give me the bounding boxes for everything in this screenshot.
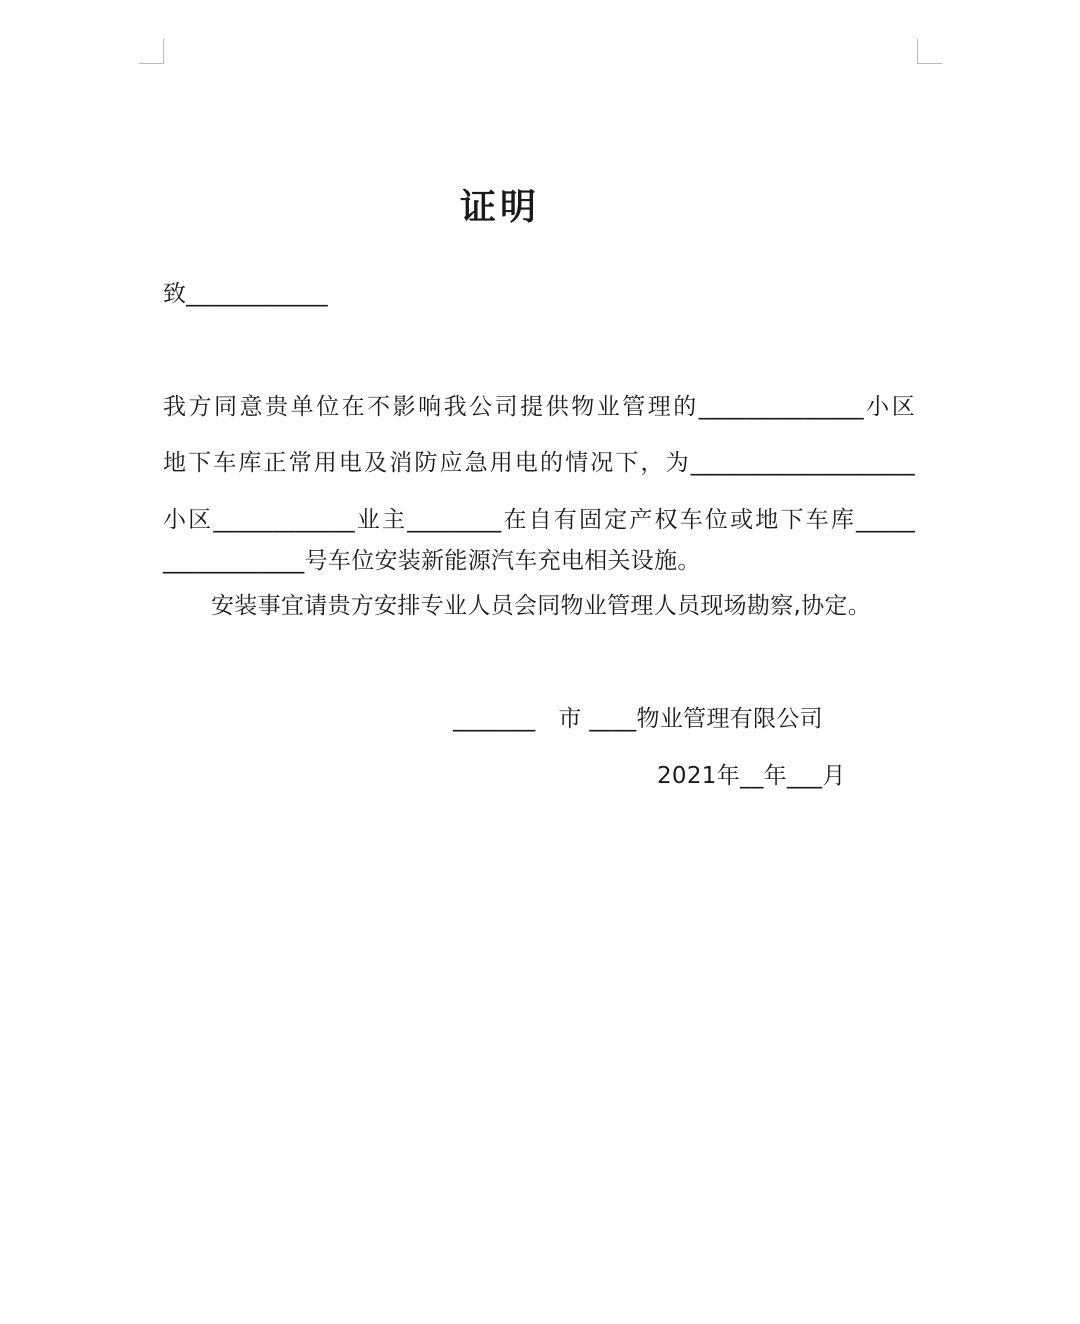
body-line-5: 安装事宜请贵方安排专业人员会同物业管理人员现场勘察,协定。 (211, 593, 872, 619)
signature-company: _______ 市 ____物业管理有限公司 (453, 706, 823, 732)
body-line-2: 地下车库正常用电及消防应急用电的情况下，为___________________ (163, 450, 915, 476)
top-right-margin-mark (917, 39, 942, 64)
body-line-4: ____________号车位安装新能源汽车充电相关设施。 (163, 548, 701, 574)
signature-date: 2021年__年___月 (657, 763, 846, 789)
body-line-1: 我方同意贵单位在不影响我公司提供物业管理的______________小区 (163, 394, 915, 420)
body-line-3: 小区____________业主________在自有固定产权车位或地下车库_____ (163, 507, 915, 533)
top-left-margin-mark (139, 39, 164, 64)
recipient-line: 致____________ (163, 281, 328, 307)
document-title: 证明 (459, 187, 540, 228)
